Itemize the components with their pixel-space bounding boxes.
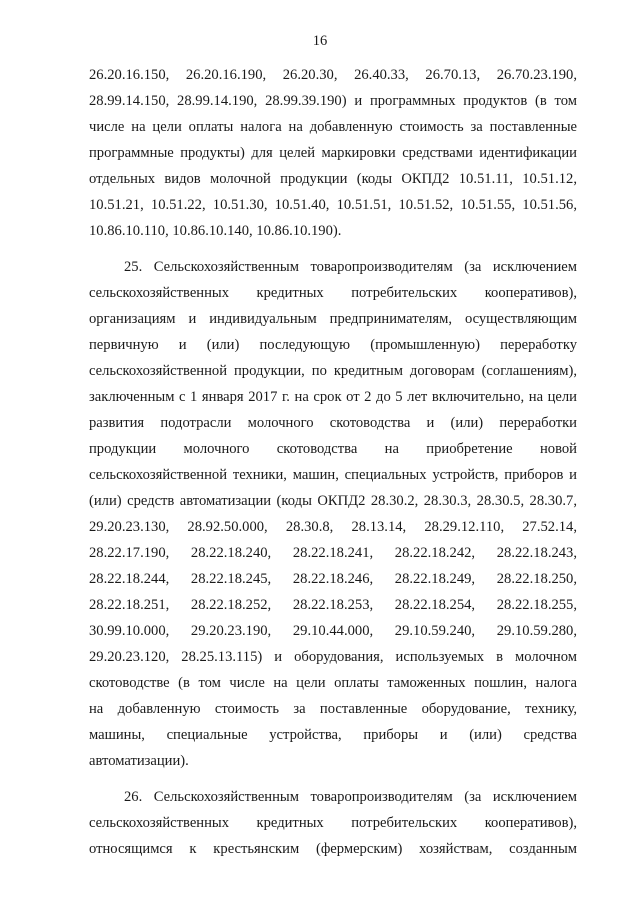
text-line: сельскохозяйственных кредитных потребительских кооперативов), bbox=[89, 815, 577, 831]
paragraph-26 bbox=[89, 784, 577, 862]
text-line: 29.20.23.120, 28.25.13.115) и оборудования, используемых в молочном bbox=[89, 649, 577, 665]
text-line: 29.20.23.130, 28.92.50.000, 28.30.8, 28.13.14, 28.29.12.110, 27.52.14, bbox=[89, 519, 577, 535]
text-line: отдельных видов молочной продукции (коды ОКПД2 10.51.11, 10.51.12, bbox=[89, 171, 577, 187]
text-line: сельскохозяйственной продукции, по кредитным договорам (соглашениям), bbox=[89, 363, 577, 379]
text-line: 28.22.17.190, 28.22.18.240, 28.22.18.241, 28.22.18.242, 28.22.18.243, bbox=[89, 545, 577, 561]
text-line: числе на цели оплаты налога на добавленную стоимость за поставленные bbox=[89, 119, 577, 135]
text-line: 30.99.10.000, 29.20.23.190, 29.10.44.000, 29.10.59.240, 29.10.59.280, bbox=[89, 623, 577, 639]
text-line: развития подотрасли молочного скотоводства и (или) переработки bbox=[89, 415, 577, 431]
text-line: 26. Сельскохозяйственным товаропроизводителям (за исключением bbox=[124, 789, 577, 805]
text-line: 25. Сельскохозяйственным товаропроизводителям (за исключением bbox=[124, 259, 577, 275]
text-line: сельскохозяйственной техники, машин, специальных устройств, приборов и bbox=[89, 467, 577, 483]
text-line: организациям и индивидуальным предпринимателям, осуществляющим bbox=[89, 311, 577, 327]
paragraph-24-continuation bbox=[89, 62, 577, 244]
text-line: первичную и (или) последующую (промышленную) переработку bbox=[89, 337, 577, 353]
text-line: скотоводстве (в том числе на цели оплаты таможенных пошлин, налога bbox=[89, 675, 577, 691]
text-line: 10.51.21, 10.51.22, 10.51.30, 10.51.40, 10.51.51, 10.51.52, 10.51.55, 10.51.56, bbox=[89, 197, 577, 213]
text-line: 28.99.14.150, 28.99.14.190, 28.99.39.190) и программных продуктов (в том bbox=[89, 93, 577, 109]
paragraph-25 bbox=[89, 254, 577, 774]
text-line: (или) средств автоматизации (коды ОКПД2 28.30.2, 28.30.3, 28.30.5, 28.30.7, bbox=[89, 493, 577, 509]
text-line: сельскохозяйственных кредитных потребительских кооперативов), bbox=[89, 285, 577, 301]
text-line: автоматизации). bbox=[89, 753, 189, 769]
text-line: 28.22.18.244, 28.22.18.245, 28.22.18.246, 28.22.18.249, 28.22.18.250, bbox=[89, 571, 577, 587]
text-line: программные продукты) для целей маркировки средствами идентификации bbox=[89, 145, 577, 161]
text-line: относящимся к крестьянским (фермерским) хозяйствам, созданным bbox=[89, 841, 577, 857]
text-line: 10.86.10.110, 10.86.10.140, 10.86.10.190). bbox=[89, 223, 342, 239]
text-line: на добавленную стоимость за поставленные оборудование, технику, bbox=[89, 701, 577, 717]
page-number: 16 bbox=[312, 33, 328, 49]
paragraph-spacer bbox=[89, 244, 577, 254]
document-body bbox=[89, 62, 577, 862]
text-line: заключенным с 1 января 2017 г. на срок от 2 до 5 лет включительно, на цели bbox=[89, 389, 577, 405]
text-line: 28.22.18.251, 28.22.18.252, 28.22.18.253, 28.22.18.254, 28.22.18.255, bbox=[89, 597, 577, 613]
paragraph-spacer bbox=[89, 774, 577, 784]
text-line: продукции молочного скотоводства на приобретение новой bbox=[89, 441, 577, 457]
text-line: 26.20.16.150, 26.20.16.190, 26.20.30, 26.40.33, 26.70.13, 26.70.23.190, bbox=[89, 67, 577, 83]
text-line: машины, специальные устройства, приборы и (или) средства bbox=[89, 727, 577, 743]
